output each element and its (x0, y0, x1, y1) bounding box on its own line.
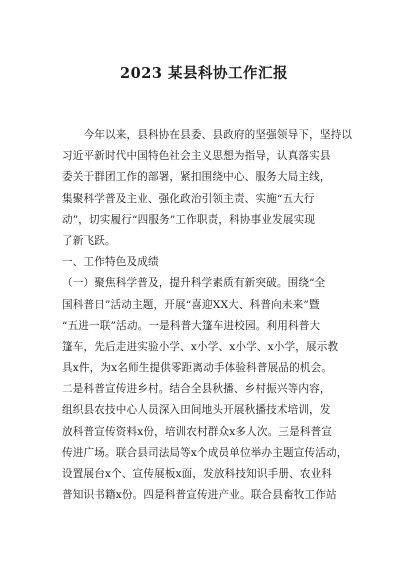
body-line: 二是科普宣传进乡村。结合全县秋播、乡村振兴等内容， (62, 383, 331, 396)
body-line: 组织县农技中心人员深入田间地头开展秋播技术培训，发 (62, 404, 331, 417)
body-line: 了新飞跃。 (62, 234, 116, 247)
body-line: 国科普日”活动主题，开展“喜迎XX大、科普向未来”暨 (62, 298, 320, 311)
document-body (62, 125, 352, 506)
body-line: 放科普宣传资料x份，培训农村群众x多人次。三是科普宣 (62, 425, 333, 438)
body-line: （一）聚焦科学普及，提升科学素质有新突破。围绕“全 (62, 277, 326, 290)
body-line: “五进一联”活动。一是科普大篷车进校园。利用科普大 (62, 319, 321, 332)
section-heading: 一、工作特色及成绩 (62, 256, 159, 269)
body-line: 动”，切实履行“四服务”工作职责，科协事业发展实现 (62, 213, 316, 226)
body-line: 具x件，为x名师生提供零距离动手体验科普展品的机会。 (62, 362, 333, 375)
document-title: 2023 某县科协工作汇报 (120, 65, 288, 82)
body-line: 委关于群团工作的部署，紧扣围绕中心、服务大局主线， (62, 171, 331, 184)
body-line: 设置展台x个、宣传展板x面，发放科技知识手册、农业科 (62, 468, 333, 480)
body-line: 习近平新时代中国特色社会主义思想为指导，认真落实县 (62, 150, 331, 163)
body-line: 传进广场。联合县司法局等x个成员单位举办主题宣传活动， (62, 446, 348, 459)
body-line: 今年以来，县科协在县委、县政府的坚强领导下，坚持以 (62, 129, 353, 141)
body-line: 普知识书籍x份。四是科普宣传进产业。联合县畜牧工作站 (62, 489, 337, 502)
body-line: 篷车，先后走进实验小学、x小学、x小学、x小学，展示教 (62, 340, 339, 353)
body-line: 集聚科学普及主业、强化政治引领主责、实施“五大行 (62, 192, 315, 205)
